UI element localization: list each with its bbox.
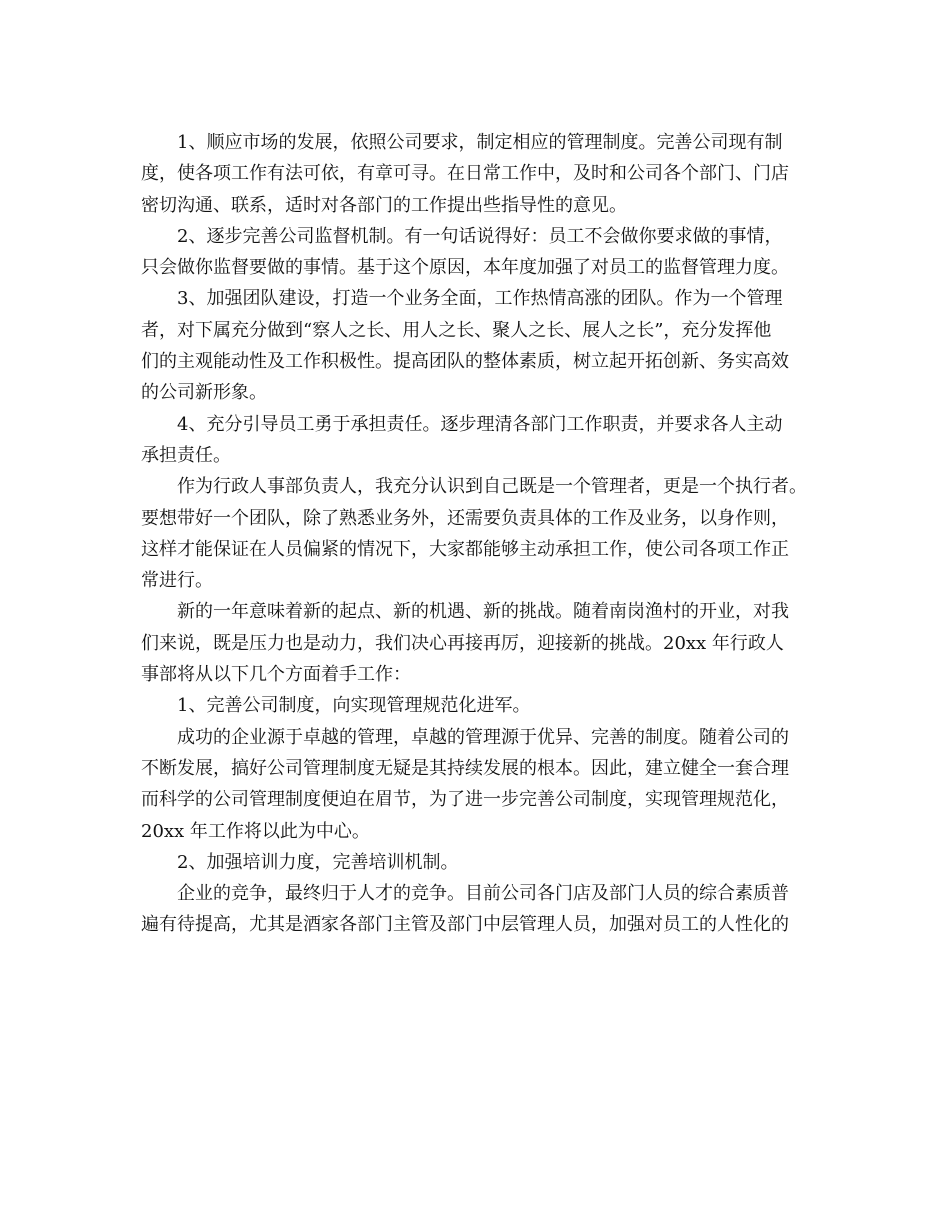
text-line: 要想带好一个团队，除了熟悉业务外，还需要负责具体的工作及业务，以身作则， <box>141 507 789 529</box>
document-body <box>141 127 831 941</box>
text-line: 1、完善公司制度，向实现管理规范化进军。 <box>177 695 531 717</box>
text-line: 承担责任。 <box>141 444 231 466</box>
text-line: 4、充分引导员工勇于承担责任。逐步理清各部门工作职责，并要求各人主动 <box>177 413 783 435</box>
text-line: 这样才能保证在人员偏紧的情况下，大家都能够主动承担工作，使公司各项工作正 <box>141 538 789 560</box>
text-line: 1、顺应市场的发展，依照公司要求，制定相应的管理制度。完善公司现有制 <box>177 132 783 153</box>
text-line: 作为行政人事部负责人，我充分认识到自己既是一个管理者，更是一个执行者。 <box>177 476 807 498</box>
text-line: 20xx 年工作将以此为中心。 <box>141 820 370 842</box>
text-line: 常进行。 <box>141 570 213 592</box>
text-line: 事部将从以下几个方面着手工作： <box>141 664 411 686</box>
text-line: 2、逐步完善公司监督机制。有一句话说得好：员工不会做你要求做的事情， <box>177 225 783 247</box>
text-line: 只会做你监督要做的事情。基于这个原因，本年度加强了对员工的监督管理力度。 <box>141 257 789 279</box>
text-line: 的公司新形象。 <box>141 382 267 404</box>
text-line: 新的一年意味着新的起点、新的机遇、新的挑战。随着南岗渔村的开业，对我 <box>177 601 789 623</box>
text-line: 者，对下属充分做到“察人之长、用人之长、聚人之长、展人之长”，充分发挥他 <box>141 319 772 341</box>
text-line: 成功的企业源于卓越的管理，卓越的管理源于优异、完善的制度。随着公司的 <box>177 726 789 748</box>
text-line: 密切沟通、联系，适时对各部门的工作提出些指导性的意见。 <box>141 194 627 216</box>
text-line: 们来说，既是压力也是动力，我们决心再接再厉，迎接新的挑战。20xx 年行政人 <box>141 632 784 654</box>
text-line: 度，使各项工作有法可依，有章可寻。在日常工作中，及时和公司各个部门、门店 <box>141 163 789 185</box>
text-line: 而科学的公司管理制度便迫在眉节，为了进一步完善公司制度，实现管理规范化， <box>141 789 789 811</box>
text-line: 企业的竞争，最终归于人才的竞争。目前公司各门店及部门人员的综合素质普 <box>177 883 789 905</box>
text-line: 2、加强培训力度，完善培训机制。 <box>177 851 459 873</box>
text-line: 不断发展，搞好公司管理制度无疑是其持续发展的根本。因此，建立健全一套合理 <box>141 757 789 779</box>
text-line: 遍有待提高，尤其是酒家各部门主管及部门中层管理人员，加强对员工的人性化的 <box>141 914 789 936</box>
text-line: 3、加强团队建设，打造一个业务全面，工作热情高涨的团队。作为一个管理 <box>177 288 783 310</box>
text-line: 们的主观能动性及工作积极性。提高团队的整体素质，树立起开拓创新、务实高效 <box>141 351 789 373</box>
